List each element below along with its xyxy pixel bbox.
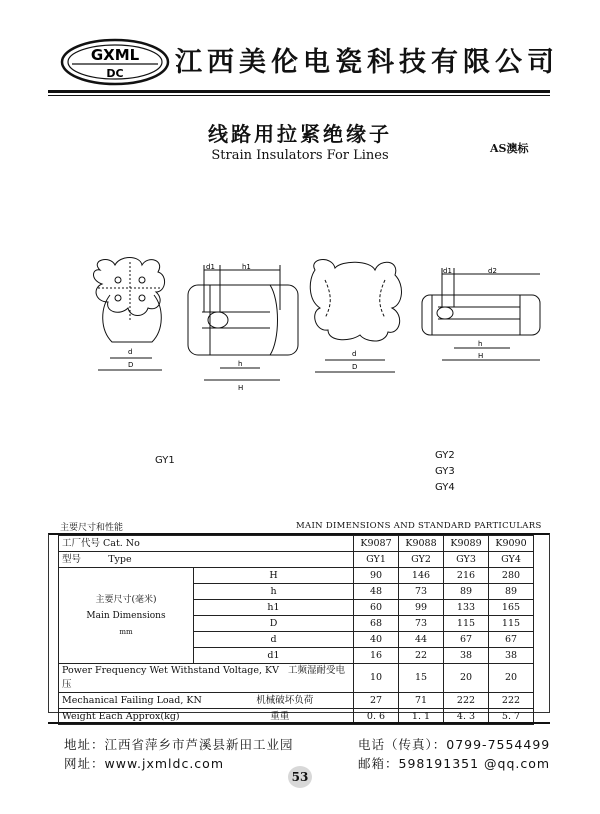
type-value: GY2 <box>399 552 444 568</box>
cell: 90 <box>354 568 399 584</box>
cat-no: K9088 <box>399 536 444 552</box>
dim-label-h-2: h <box>478 340 483 348</box>
table-row <box>59 568 534 584</box>
cell: 1. 1 <box>399 709 444 725</box>
dimensions-group-cn: 主要尺寸(毫米) <box>95 594 157 605</box>
header-rule-thin <box>48 95 550 96</box>
cell: 222 <box>489 693 534 709</box>
label-gy4: GY4 <box>435 482 455 493</box>
cat-no: K9087 <box>354 536 399 552</box>
type-label-cn: 型号 <box>62 553 82 565</box>
cell: 60 <box>354 600 399 616</box>
cell: 15 <box>399 664 444 693</box>
section-title-cn: 主要尺寸和性能 <box>60 523 124 533</box>
table-row <box>59 552 534 568</box>
type-value: GY3 <box>444 552 489 568</box>
page-title-cn: 线路用拉紧绝缘子 <box>208 122 392 146</box>
dim-label-d1-2: d1 <box>443 267 452 275</box>
dim-label-D-1: D <box>128 361 134 369</box>
row-label <box>59 664 354 693</box>
cat-no: K9089 <box>444 536 489 552</box>
cell: 40 <box>354 632 399 648</box>
row-label-cn: 机械破坏负荷 <box>256 694 314 706</box>
table-row <box>59 693 534 709</box>
label-gy3: GY3 <box>435 466 455 477</box>
type-value: GY1 <box>354 552 399 568</box>
dim-symbol: d <box>194 632 354 648</box>
dim-symbol: h <box>194 584 354 600</box>
dim-label-h-1: h <box>238 360 243 368</box>
cell: 27 <box>354 693 399 709</box>
header-rule <box>48 90 550 93</box>
company-logo <box>60 38 170 86</box>
section-title-en: MAIN DIMENSIONS AND STANDARD PARTICULARS <box>296 521 542 531</box>
cell: 16 <box>354 648 399 664</box>
dim-label-h1: h1 <box>242 263 251 271</box>
cell: 44 <box>399 632 444 648</box>
dim-label-d-1: d <box>128 348 133 356</box>
page-title-en: Strain Insulators For Lines <box>211 148 389 163</box>
label-gy2: GY2 <box>435 450 455 461</box>
row-label-cn: 工频湿耐受电压 <box>62 665 346 690</box>
cell: 20 <box>489 664 534 693</box>
type-value: GY4 <box>489 552 534 568</box>
logo-text-top: GXML <box>90 46 140 64</box>
cat-no: K9090 <box>489 536 534 552</box>
footer-rule <box>48 722 550 724</box>
footer-website: 网址：www.jxmldc.com <box>64 756 224 771</box>
row-label-en: Mechanical Failing Load, KN <box>62 694 202 706</box>
footer-phone: 电话（传真）：0799-7554499 <box>358 737 551 752</box>
cell: 115 <box>489 616 534 632</box>
table-row <box>59 536 534 552</box>
label-gy1: GY1 <box>155 455 175 466</box>
dim-label-D-2: D <box>352 363 358 371</box>
type-label-en: Type <box>108 553 132 565</box>
row-label-en: Weight Each Approx(kg) <box>62 710 180 722</box>
cell: 165 <box>489 600 534 616</box>
dimensions-group-label <box>59 568 194 664</box>
dim-symbol: d1 <box>194 648 354 664</box>
gy1-side-view <box>188 265 298 380</box>
dim-label-H-1: H <box>238 384 244 392</box>
cell: 67 <box>489 632 534 648</box>
footer-email: 邮箱：598191351 @qq.com <box>358 756 551 771</box>
dim-symbol: H <box>194 568 354 584</box>
row-label-en: Power Frequency Wet Withstand Voltage, KV <box>62 665 279 676</box>
cat-no-label: 工厂代号 Cat. No <box>59 536 354 552</box>
cell: 222 <box>444 693 489 709</box>
cell: 0. 6 <box>354 709 399 725</box>
cell: 115 <box>444 616 489 632</box>
dim-symbol: h1 <box>194 600 354 616</box>
cell: 89 <box>489 584 534 600</box>
cell: 22 <box>399 648 444 664</box>
insulator-drawings <box>70 250 550 410</box>
row-label <box>59 693 354 709</box>
dimensions-group-unit: mm <box>119 627 133 636</box>
table-row <box>59 664 534 693</box>
logo-text-bottom: DC <box>106 67 124 80</box>
cell: 133 <box>444 600 489 616</box>
spec-table <box>58 535 534 725</box>
cell: 48 <box>354 584 399 600</box>
dim-symbol: D <box>194 616 354 632</box>
cell: 71 <box>399 693 444 709</box>
cell: 99 <box>399 600 444 616</box>
row-label-cn: 重重 <box>270 710 290 722</box>
cell: 89 <box>444 584 489 600</box>
dim-label-H-2: H <box>478 352 484 360</box>
company-name: 江西美伦电瓷科技有限公司 <box>175 47 559 78</box>
cell: 4. 3 <box>444 709 489 725</box>
cell: 38 <box>489 648 534 664</box>
cell: 5. 7 <box>489 709 534 725</box>
cell: 20 <box>444 664 489 693</box>
cell: 67 <box>444 632 489 648</box>
page-number: 53 <box>288 766 312 788</box>
dim-label-d-2: d <box>352 350 357 358</box>
cell: 73 <box>399 584 444 600</box>
cell: 73 <box>399 616 444 632</box>
cell: 280 <box>489 568 534 584</box>
cell: 216 <box>444 568 489 584</box>
cell: 68 <box>354 616 399 632</box>
standard-label: AS澳标 <box>490 142 529 155</box>
type-label <box>59 552 354 568</box>
dimensions-group-en: Main Dimensions <box>86 610 166 621</box>
footer-address: 地址：江西省萍乡市芦溪县新田工业园 <box>64 737 294 752</box>
cell: 10 <box>354 664 399 693</box>
cell: 38 <box>444 648 489 664</box>
dim-label-d2: d2 <box>488 267 497 275</box>
dim-label-d1-1: d1 <box>206 263 215 271</box>
cell: 146 <box>399 568 444 584</box>
